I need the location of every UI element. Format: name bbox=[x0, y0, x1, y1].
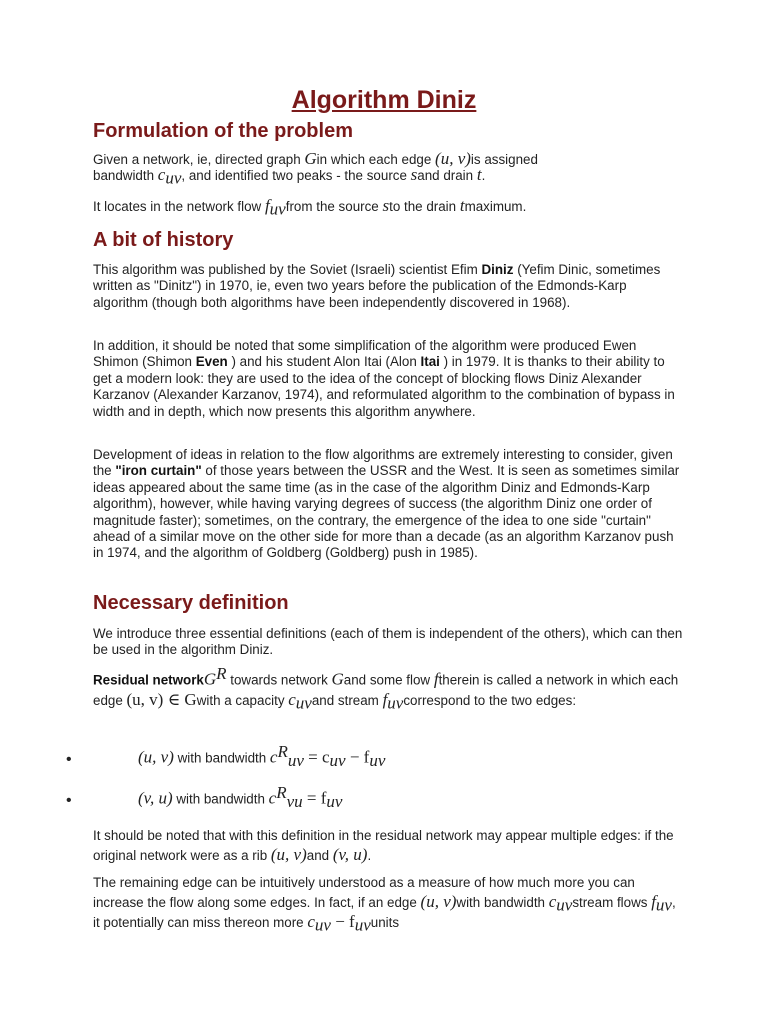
definition-paragraph-1: We introduce three essential definitions (each of them is independent of the others), which can then be used in the algorithm Diniz. bbox=[93, 626, 683, 658]
bullet-reverse-edge: (v, u) with bandwidth $c^R_{vu} = f_{uv}$ bbox=[138, 783, 343, 812]
definition-residual-network: Residual networkG$^R$ towards network Gand some flow ftherein is called a network in which each edge (u, v) ∈ Gwith a capacity $c_{uv}and$ stream $f_{uv}correspond$ to the two edges: bbox=[93, 664, 679, 714]
heading-history: A bit of history bbox=[93, 229, 234, 251]
heading-definition: Necessary definition bbox=[93, 592, 289, 614]
heading-formulation: Formulation of the problem bbox=[93, 120, 353, 142]
definition-paragraph-remaining-edge: The remaining edge can be intuitively understood as a measure of how much more you can increase the flow along some edges. In fact, if an edge (u, v)with bandwidth $c_{uv}stream$ flows $f_{uv}$, it potentially can miss thereon more $c_{uv}$ − $f_{uv}units$ bbox=[93, 875, 676, 935]
bullet-forward-edge: (u, v) with bandwidth $c^R_{uv} = c_{uv} - f_{uv}$ bbox=[138, 742, 386, 771]
bullet-marker: • bbox=[66, 751, 72, 768]
history-paragraph-2: In addition, it should be noted that some simplification of the algorithm were produced Ewen Shimon (Shimon Even ) and his student Alon Itai (Alon Itai ) in 1979. It is thanks to their ability to get a modern look: they are used to the idea of the concept of blocking flows Diniz Alexander Karzanov (Alexander Karzanov, 1974), and reformulated algorithm to the combination of bypass in width and in depth, which now presents this algorithm anywhere. bbox=[93, 338, 675, 419]
page-title: Algorithm Diniz bbox=[291, 86, 477, 114]
history-paragraph-3: Development of ideas in relation to the flow algorithms are extremely interesting to consider, given the "iron curtain" of those years between the USSR and the West. It is seen as sometimes similar ideas appeared about the same time (as in the case of the algorithm Diniz and Edmonds-Karp algorithm), however, while having varying degrees of success (the algorithm Diniz one order of magnitude faster); sometimes, on the contrary, the emergence of the idea to one side "curtain" ahead of a similar move on the other side for more than a decade (as an algorithm Karzanov push in 1974, and the algorithm of Goldberg (Goldberg) push in 1985). bbox=[93, 447, 680, 561]
history-paragraph-1: This algorithm was published by the Soviet (Israeli) scientist Efim Diniz (Yefim Dinic, sometimes written as "Dinitz") in 1970, ie, even two years before the publication of the Edmonds-Karp algorithm (though both algorithms have been independently discovered in 1968). bbox=[93, 262, 661, 310]
formulation-paragraph-1: Given a network, ie, directed graph Gin which each edge (u, v)is assigned bandwidth $c_{uv}$, and identified two peaks - the source sand drain t. bbox=[93, 149, 538, 189]
definition-paragraph-multiple-edges: It should be noted that with this definition in the residual network may appear multiple edges: if the original network were as a rib (u, v)and (v, u). bbox=[93, 828, 674, 864]
bullet-marker: • bbox=[66, 792, 72, 809]
formulation-paragraph-2: It locates in the network flow $f_{uv}from$ the source sto the drain tmaximum. bbox=[93, 196, 527, 219]
